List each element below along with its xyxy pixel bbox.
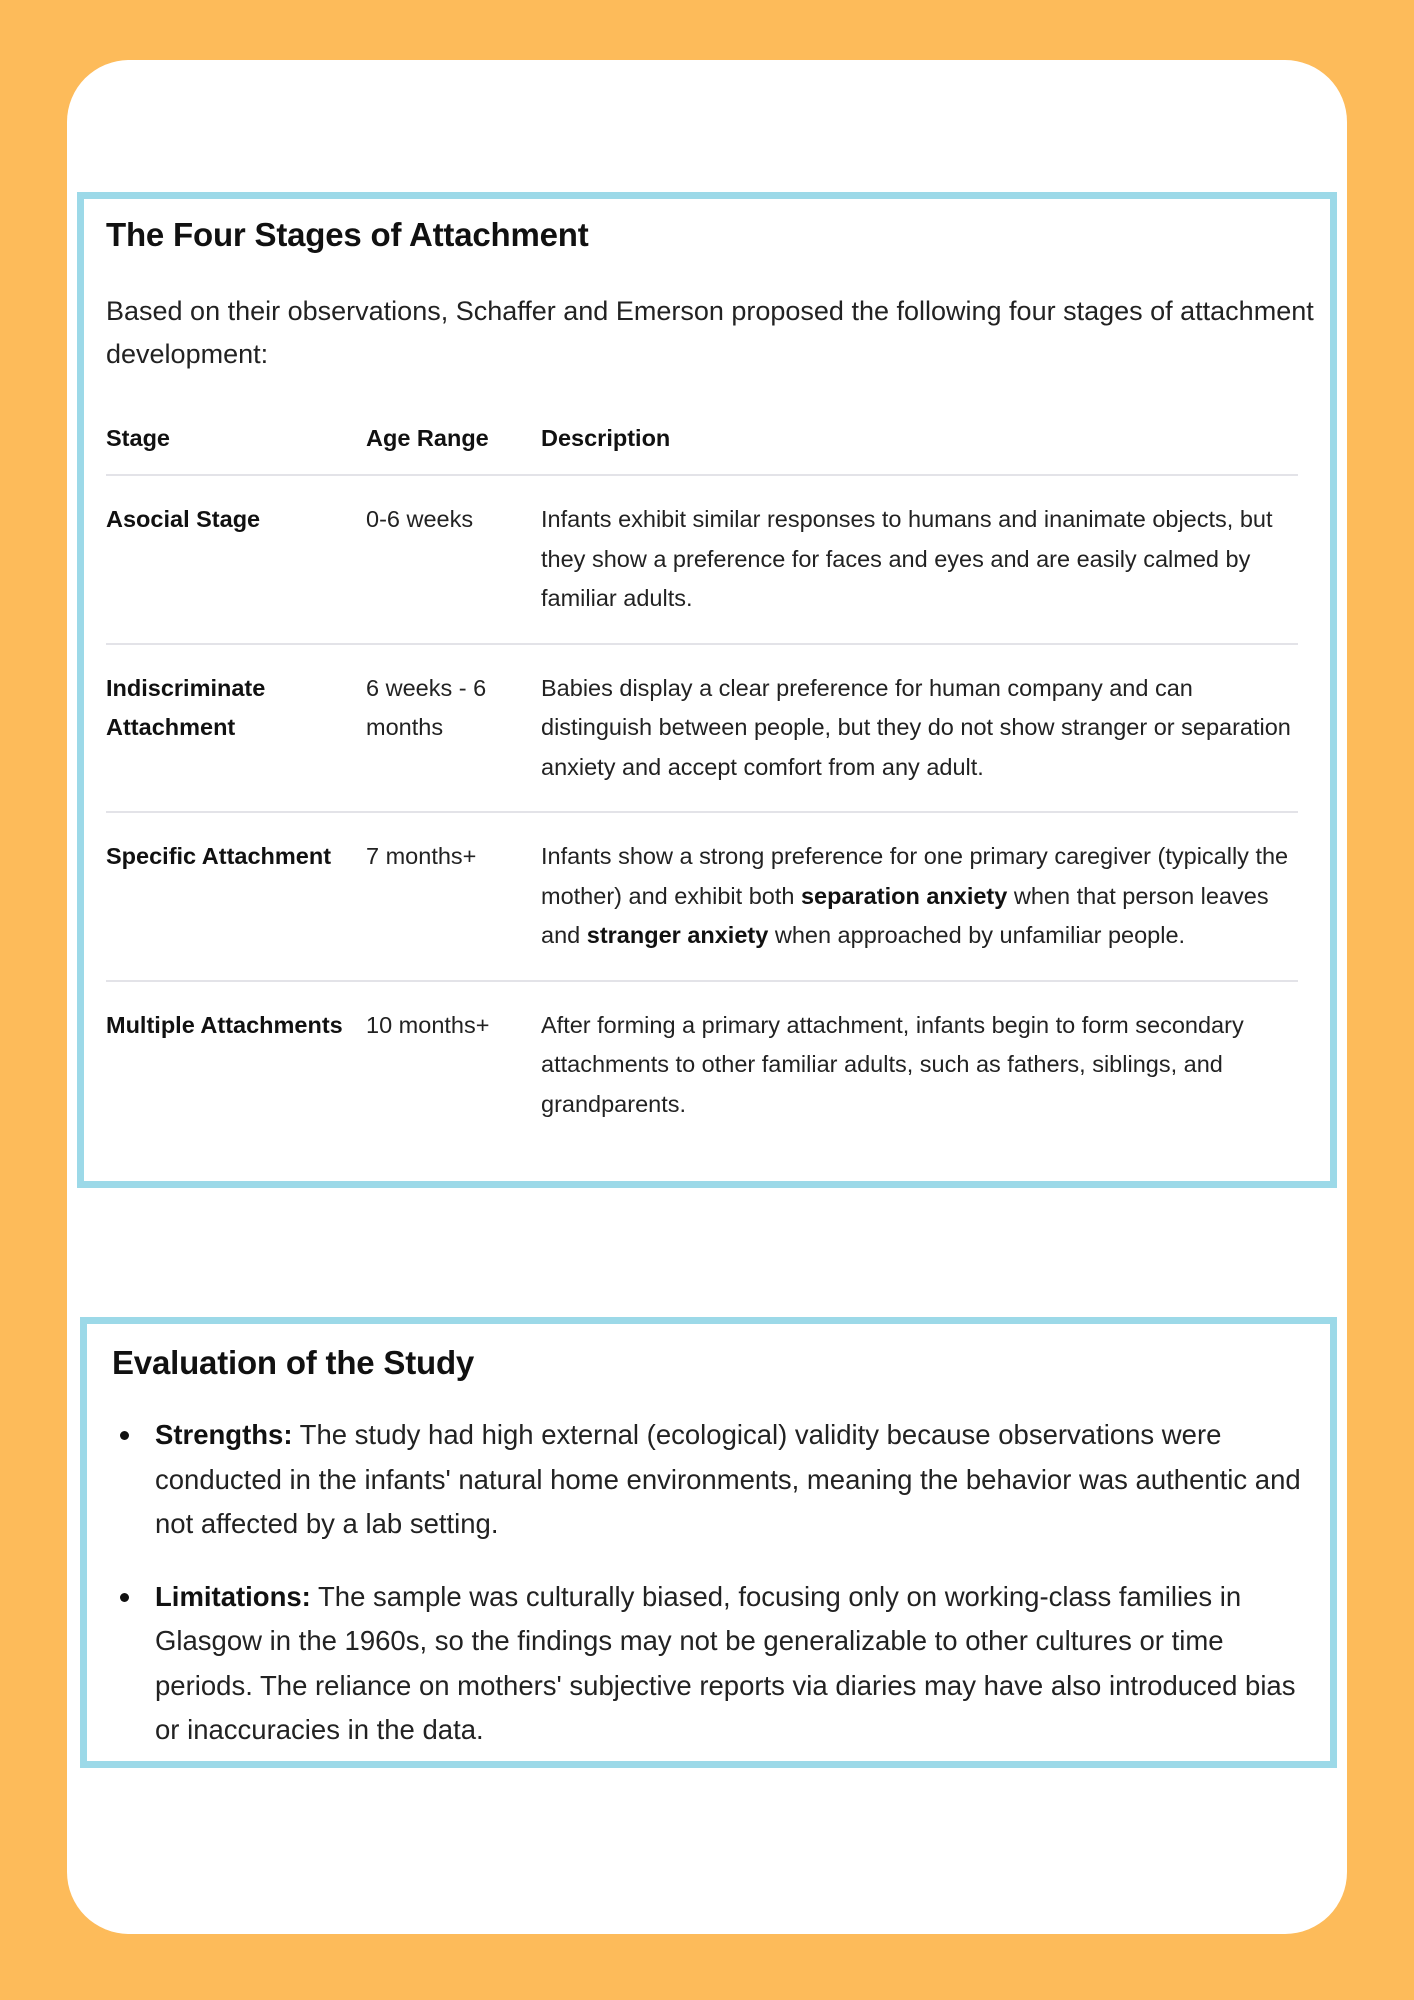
stage-description: [541, 475, 1298, 644]
evaluation-title: Evaluation of the Study: [112, 1344, 475, 1381]
description-text: Babies display a clear preference for human company and can distinguish between people, but they do not show stranger or separation anxiety and accept comfort from any adult.: [541, 674, 1291, 780]
description-text: Infants show a strong preference for one primary caregiver (typically the mother) and exhibit both: [541, 843, 1289, 909]
stage-description: [541, 812, 1298, 981]
stage-name: Multiple Attachments: [106, 1011, 343, 1038]
stages-title: The Four Stages of Attachment: [106, 216, 589, 253]
evaluation-item-limitations: [112, 1575, 1312, 1753]
column-header-age-range: Age Range: [366, 418, 541, 475]
evaluation-label: Strengths:: [155, 1419, 293, 1450]
key-term: stranger anxiety: [586, 922, 769, 948]
stage-name: Asocial Stage: [106, 475, 366, 644]
column-header-description: Description: [541, 418, 1298, 475]
description-text: Infants exhibit similar responses to humans and inanimate objects, but they show a preference for faces and eyes and are easily calmed by familiar adults.: [541, 506, 1273, 611]
column-header-stage: Stage: [106, 418, 366, 475]
table-row: [106, 812, 1298, 981]
evaluation-text: The study had high external (ecological) validity because observations were conducted in the infants' natural home environments, meaning the behavior was authentic and not affected by a lab setting.: [155, 1419, 1301, 1539]
description-text: when approached by unfamiliar people.: [768, 922, 1186, 948]
stage-age-range: 7 months+: [366, 812, 541, 981]
table-header-row: [106, 418, 1298, 475]
table-row: [106, 981, 1298, 1149]
bullet-icon: [120, 1593, 129, 1602]
bullet-icon: [120, 1431, 129, 1440]
description-text: when that person leaves and: [541, 882, 1269, 948]
table-row: [106, 644, 1298, 813]
evaluation-section: [80, 1317, 1337, 1768]
stage-age-range: 6 weeks - 6 months: [366, 644, 541, 813]
key-term: separation anxiety: [800, 882, 1008, 909]
evaluation-label: Limitations:: [155, 1580, 311, 1612]
table-row: [106, 475, 1298, 644]
description-text: After forming a primary attachment, infants begin to form secondary attachments to other familiar adults, such as fathers, siblings, and grandparents.: [541, 1011, 1244, 1117]
evaluation-item-strengths: [112, 1413, 1312, 1547]
stage-name: Indiscriminate Attachment: [106, 644, 366, 813]
stages-intro: Based on their observations, Schaffer and Emerson proposed the following four stages of attachment development:: [106, 296, 1314, 369]
stages-section: [77, 192, 1337, 1188]
stages-table: [106, 418, 1298, 1148]
stage-age-range: 0-6 weeks: [366, 475, 541, 644]
stage-description: [541, 981, 1298, 1149]
stage-age-range: 10 months+: [366, 1011, 490, 1038]
evaluation-list: [112, 1413, 1312, 1781]
stages-table-body: [106, 475, 1298, 1148]
stage-name: Specific Attachment: [106, 812, 366, 981]
stage-description: [541, 644, 1298, 813]
evaluation-text: The sample was culturally biased, focusing only on working-class families in Glasgow in the 1960s, so the findings may not be generalizable to other cultures or time periods. The reliance on mothers' subjective reports via diaries may have also introduced bias or inaccuracies in the data.: [155, 1580, 1296, 1745]
